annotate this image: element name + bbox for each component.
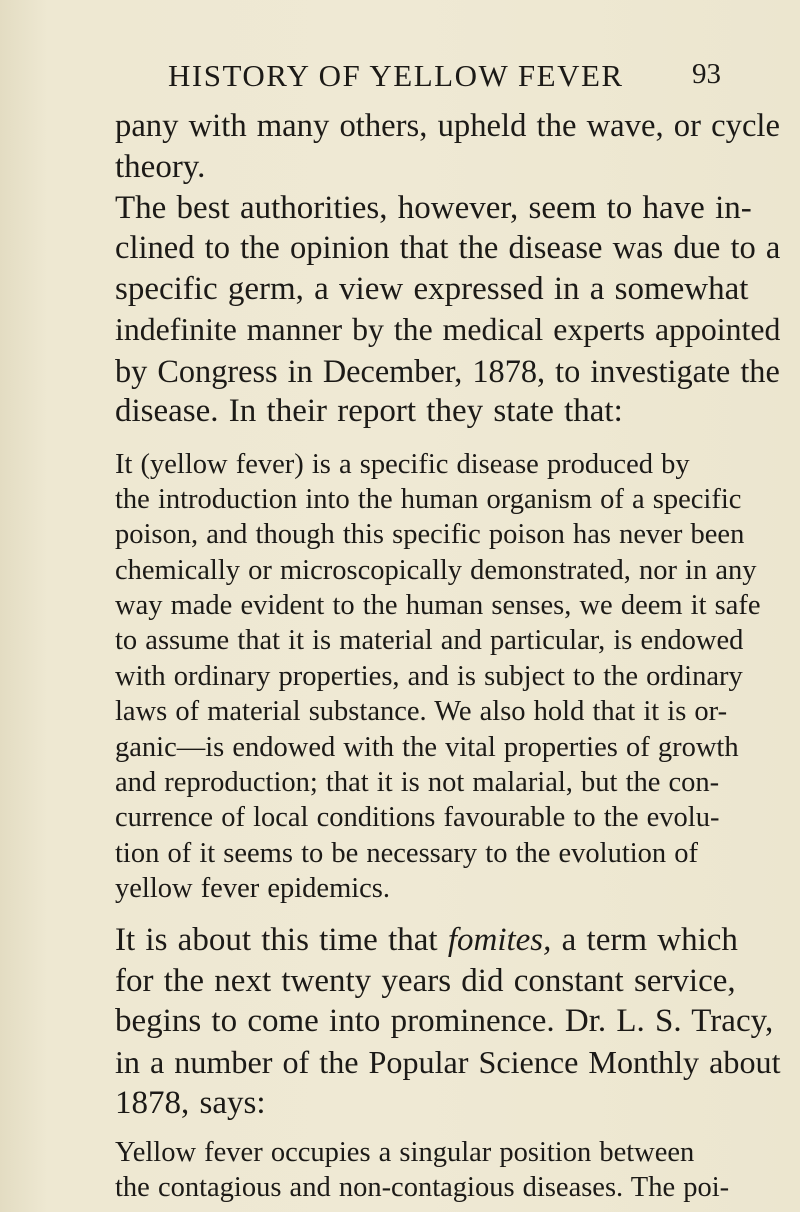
quote-line: ganic—is endowed with the vital properties of growth — [115, 731, 739, 763]
quote-line: poison, and though this specific poison has never been — [115, 519, 745, 551]
quote-line: It (yellow fever) is a specific disease produced by — [115, 448, 690, 480]
text-line: clined to the opinion that the disease was due to a — [115, 230, 781, 267]
italic-term: fomites, — [447, 921, 552, 958]
running-head — [0, 58, 800, 98]
text-line: The best authorities, however, seem to have in- — [115, 189, 752, 226]
text-run: It is about this time that — [115, 921, 448, 958]
text-line: specific germ, a view expressed in a somewhat — [115, 271, 749, 308]
text-line-with-italic — [115, 922, 738, 959]
quote-line: currence of local conditions favourable to the evolu- — [115, 802, 720, 834]
quote-line: with ordinary properties, and is subject to the ordinary — [115, 660, 743, 692]
page-number: 93 — [692, 58, 721, 90]
running-title: HISTORY OF YELLOW FEVER — [168, 58, 624, 93]
text-line: theory. — [115, 148, 206, 185]
quote-line: chemically or microscopically demonstrated, nor in any — [115, 554, 757, 586]
quote-line: to assume that it is material and particular, is endowed — [115, 625, 744, 657]
text-line: in a number of the Popular Science Monthly about — [115, 1044, 781, 1081]
quote-line: the introduction into the human organism of a specific — [115, 484, 742, 516]
quote-line: the contagious and non-contagious diseases. The poi- — [115, 1172, 730, 1203]
quote-line: laws of material substance. We also hold that it is or- — [115, 696, 728, 728]
quote-line: yellow fever epidemics. — [115, 872, 391, 904]
text-line: disease. In their report they state that: — [115, 393, 623, 430]
text-line: by Congress in December, 1878, to investigate the — [115, 352, 780, 389]
quote-line: Yellow fever occupies a singular position between — [115, 1136, 695, 1168]
text-line: for the next twenty years did constant service, — [115, 962, 736, 999]
quote-line: way made evident to the human senses, we deem it safe — [115, 590, 761, 622]
quote-line: tion of it seems to be necessary to the evolution of — [115, 837, 699, 869]
text-line: 1878, says: — [115, 1084, 266, 1121]
text-line: indefinite manner by the medical experts appointed — [115, 311, 781, 347]
text-line: pany with many others, upheld the wave, or cycle — [115, 108, 780, 144]
text-line: begins to come into prominence. Dr. L. S. Tracy, — [115, 1003, 774, 1040]
text-run: a term which — [551, 921, 738, 958]
quote-line: and reproduction; that it is not malarial, but the con- — [115, 766, 720, 798]
